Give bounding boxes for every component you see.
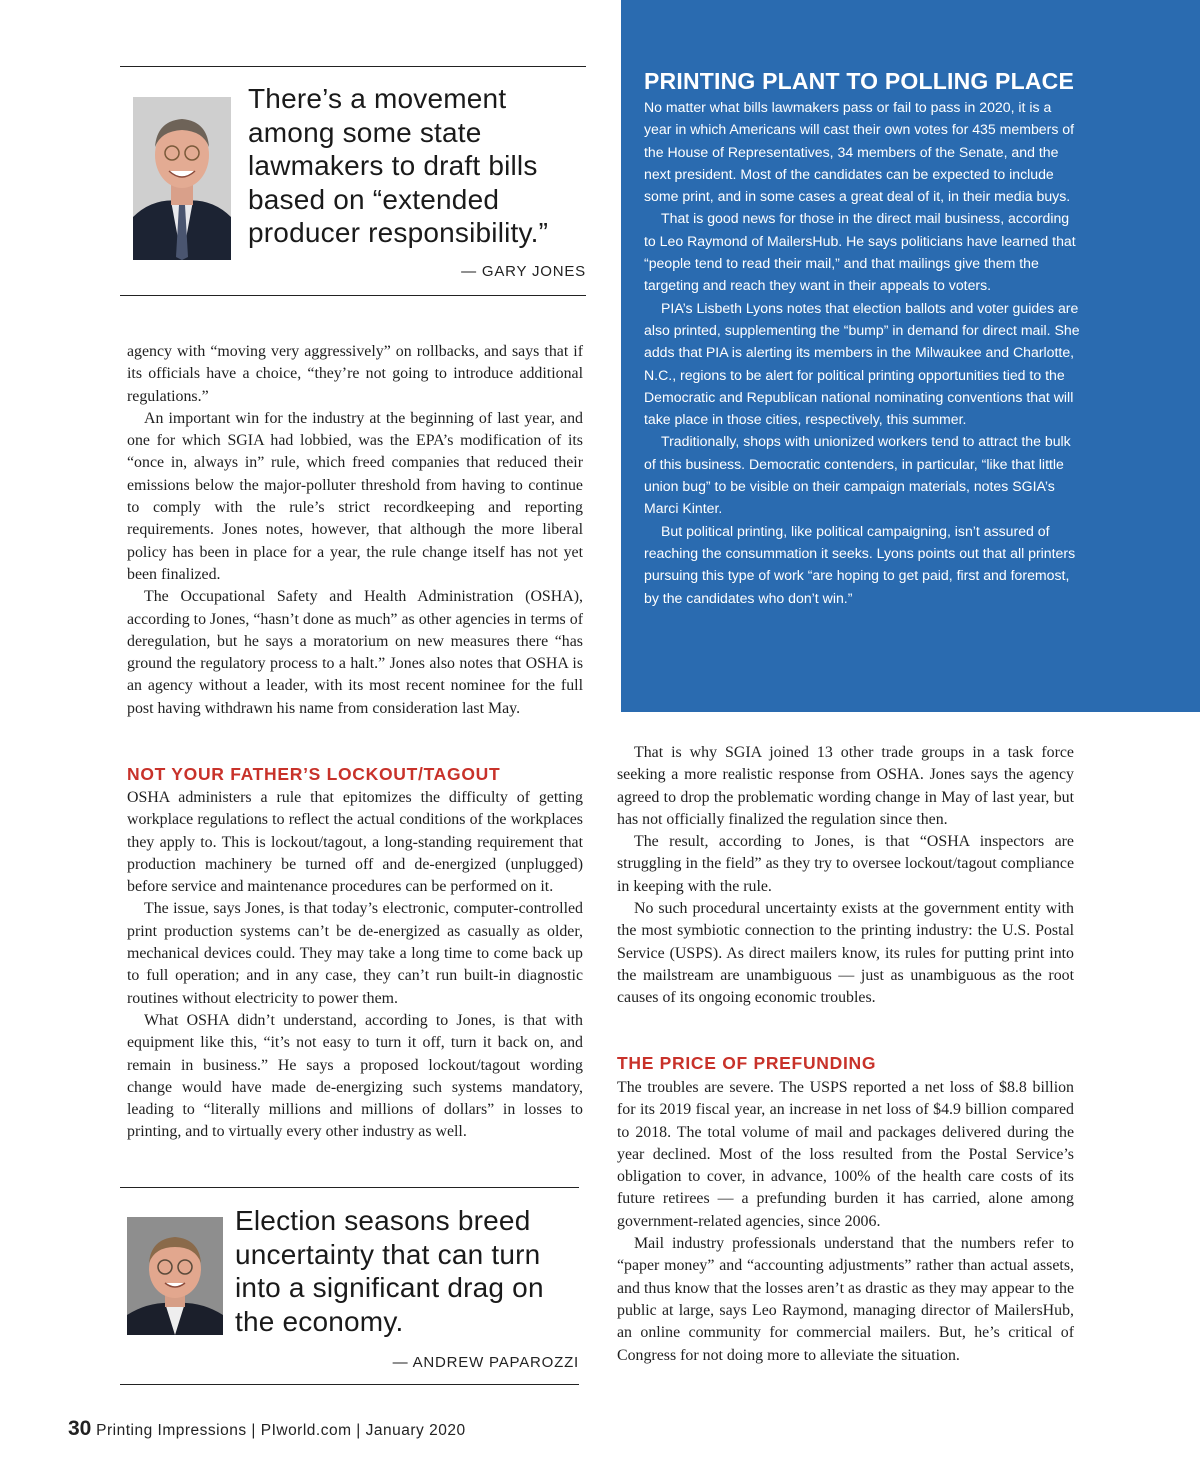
pull-quote-2-bottom-rule (120, 1384, 579, 1385)
sidebar-title: PRINTING PLANT TO POLLING PLACE (644, 68, 1075, 94)
sidebar-body (644, 96, 1080, 609)
paragraph: Mail industry professionals understand that the numbers refer to “paper money” and “accounting adjustments” rather than actual assets, and thus know that the losses aren’t as drastic as they may appear to the public at large, says Leo Raymond, managing director of MailersHub, an online community for commercial mailers. But, he’s critical of Congress for not doing more to alleviate the situation. (617, 1235, 1074, 1364)
paragraph: An important win for the industry at the beginning of last year, and one for which SGIA had lobbied, was the EPA’s modification of its “once in, always in” rule, which freed companies that reduced their emissions below the major-polluter threshold from having to continue to comply with the rule’s strict recordkeeping and reporting requirements. Jones notes, however, that although the more liberal policy has been in place for a year, the rule change itself has not yet been finalized. (127, 409, 583, 583)
andrew-paparozzi-photo (127, 1217, 223, 1335)
left-column-top (127, 341, 583, 720)
gary-jones-photo (133, 97, 231, 260)
sidebar-paragraph: But political printing, like political campaigning, isn’t assured of reaching the consummation it seeks. Lyons points out that all printers pursuing this type of work “are hoping to get paid, first and foremost, by the candidates who don’t win.” (644, 522, 1076, 606)
pull-quote-1-top-rule (120, 66, 586, 67)
pull-quote-2-attribution: — ANDREW PAPAROZZI (392, 1354, 579, 1371)
footer-publication: Printing Impressions | PIworld.com | January 2020 (96, 1422, 466, 1439)
paragraph: OSHA administers a rule that epitomizes the difficulty of getting workplace regulations to reflect the actual conditions of the workplaces they apply to. This is lockout/tagout, a long-standing requirement that production machinery be turned off and de-energized (unplugged) before service and maintenance procedures can be performed on it. (127, 789, 583, 896)
paragraph: The troubles are severe. The USPS reported a net loss of $8.8 billion for its 2019 fiscal year, an increase in net loss of $4.9 billion compared to 2018. The total volume of mail and packages delivered during the year declined. Most of the loss resulted from the Postal Service’s obligation to cover, in advance, 100% of the health care costs of its future retirees — a prefunding burden it has carried, alone among government-related agencies, since 2006. (617, 1079, 1074, 1230)
paragraph: The result, according to Jones, is that “OSHA inspectors are struggling in the field” as they try to oversee lockout/tagout compliance in keeping with the rule. (617, 833, 1074, 895)
sidebar-paragraph: That is good news for those in the direct mail business, according to Leo Raymond of MailersHub. He says politicians have learned that “people tend to read their mail,” and that mailings give them the targeting and reach they want in their appeals to voters. (644, 210, 1076, 294)
left-column-bottom (127, 787, 583, 1144)
sidebar-paragraph: Traditionally, shops with unionized workers tend to attract the bulk of this business. Democratic contenders, in particular, “like that little union bug” to be visible on their campaign materials, notes SGIA’s Marci Kinter. (644, 433, 1071, 517)
page-number: 30 (68, 1417, 92, 1440)
paragraph: No such procedural uncertainty exists at the government entity with the most symbiotic connection to the printing industry: the U.S. Postal Service (USPS). As direct mailers know, its rules for putting print into the mailstream are unambiguous — just as unambiguous as the root causes of its ongoing economic troubles. (617, 900, 1074, 1007)
pull-quote-1-text: There’s a movement among some state lawmakers to draft bills based on “extended producer responsibility.” (248, 83, 549, 249)
right-column-bottom (617, 1077, 1074, 1367)
page-footer (68, 1417, 466, 1441)
paragraph: What OSHA didn’t understand, according to Jones, is that with equipment like this, “it’s not easy to turn it off, turn it back on, and remain in business.” He says a proposed lockout/tagout wording change would have made de-energizing such systems mandatory, leading to “literally millions and millions of dollars” in losses to printing, and to virtually every other industry as well. (127, 1011, 583, 1141)
sidebar-paragraph: PIA’s Lisbeth Lyons notes that election ballots and voter guides are also printed, supplementing the “bump” in demand for direct mail. She adds that PIA is alerting its members in the Milwaukee and Charlotte, N.C., regions to be alert for political printing opportunities tied to the Democratic and Republican national nominating conventions that will take place in those cities, respectively, this summer. (644, 299, 1080, 428)
pull-quote-1-bottom-rule (120, 295, 586, 296)
paragraph: The Occupational Safety and Health Administration (OSHA), according to Jones, “hasn’t done as much” as other agencies in terms of deregulation, but he says a moratorium on new measures there “has ground the regulatory process to a halt.” Jones also notes that OSHA is an agency without a leader, with its most recent nominee for the full post having withdrawn his name from consideration last May. (127, 588, 583, 717)
subhead-lockout-tagout: NOT YOUR FATHER’S LOCKOUT/TAGOUT (127, 764, 501, 784)
right-column-top (617, 742, 1074, 1010)
paragraph: The issue, says Jones, is that today’s electronic, computer-controlled print production systems can’t be de-energized as casually as older, mechanical devices could. They may take a long time to come back up to full operation; and in any case, they can’t run built-in diagnostic routines without electricity to power them. (127, 900, 583, 1007)
pull-quote-2-top-rule (120, 1187, 579, 1188)
subhead-price-of-prefunding: THE PRICE OF PREFUNDING (617, 1053, 877, 1073)
paragraph: That is why SGIA joined 13 other trade groups in a task force seeking a more realistic response from OSHA. Jones says the agency agreed to drop the problematic wording change in May of last year, but has not officially finalized the regulation since then. (617, 744, 1074, 828)
pull-quote-2-text: Election seasons breed uncertainty that can turn into a significant drag on the economy. (235, 1205, 544, 1337)
sidebar-paragraph: No matter what bills lawmakers pass or fail to pass in 2020, it is a year in which Americans will cast their own votes for 435 members of the House of Representatives, 34 members of the Senate, and the next president. Most of the candidates can be expected to include some print, and in some cases a great deal of it, in their media buys. (644, 99, 1075, 205)
sidebar-printing-plant-to-polling-place (621, 0, 1200, 712)
pull-quote-1-attribution: — GARY JONES (461, 263, 586, 280)
paragraph: agency with “moving very aggressively” on rollbacks, and says that if its officials have a choice, “they’re not going to introduce additional regulations.” (127, 343, 583, 405)
